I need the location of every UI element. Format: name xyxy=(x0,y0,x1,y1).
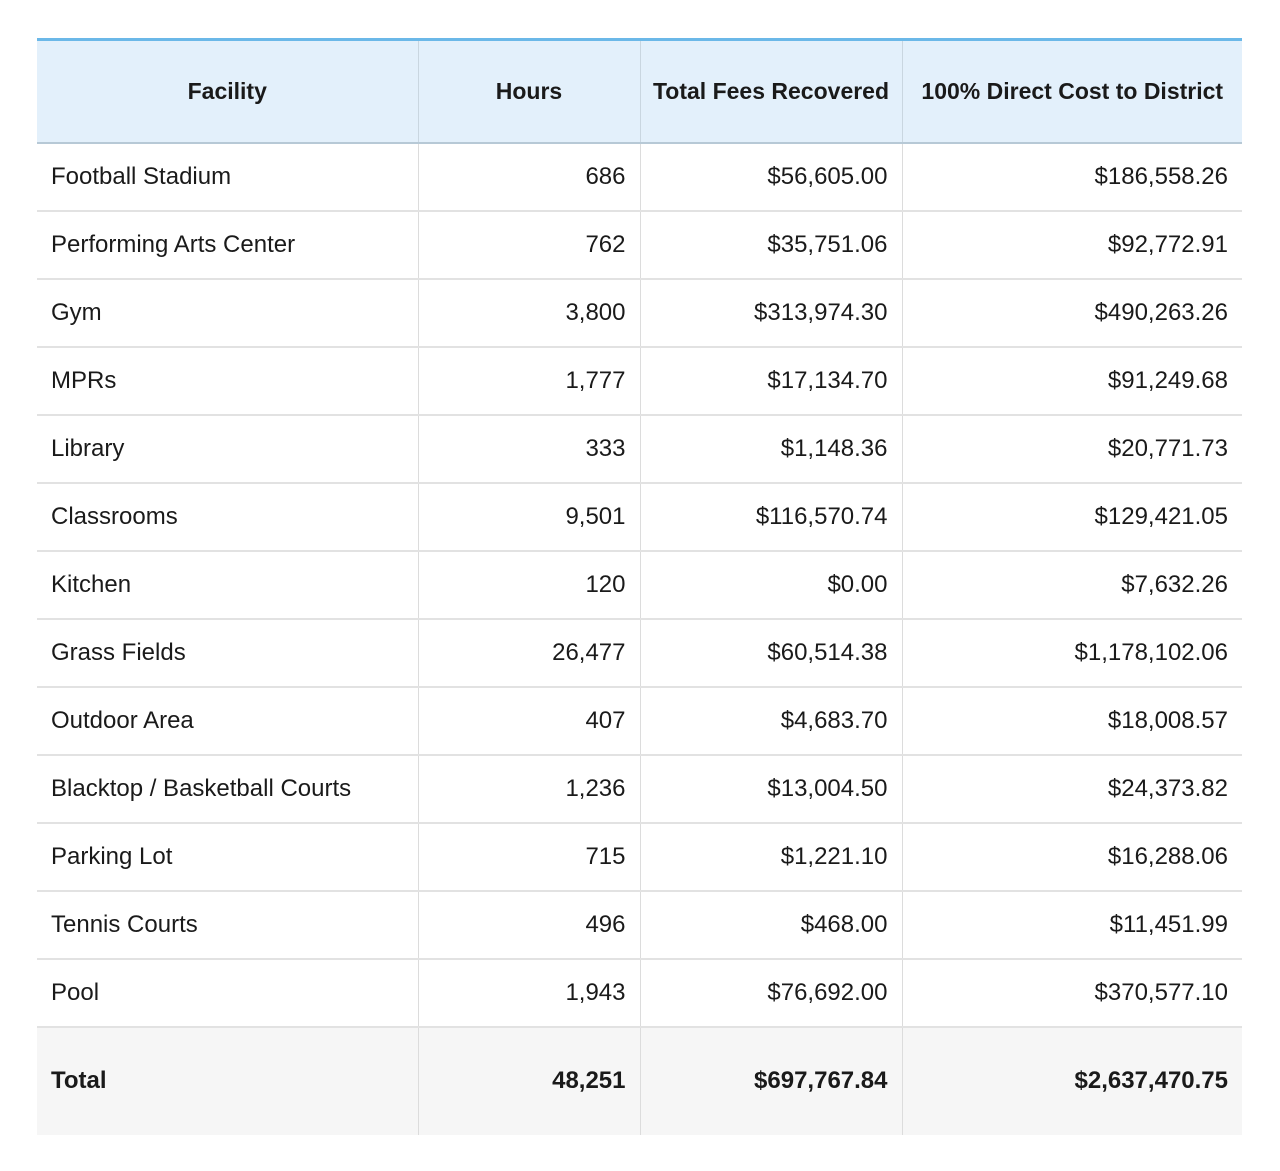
cell-facility: Outdoor Area xyxy=(37,687,418,755)
cell-fees: $313,974.30 xyxy=(640,279,902,347)
cell-cost: $92,772.91 xyxy=(902,211,1242,279)
table-row xyxy=(37,755,1242,823)
cell-facility: Kitchen xyxy=(37,551,418,619)
total-row xyxy=(37,1027,1242,1135)
total-fees: $697,767.84 xyxy=(640,1027,902,1135)
total-cost: $2,637,470.75 xyxy=(902,1027,1242,1135)
table-row xyxy=(37,415,1242,483)
cell-fees: $116,570.74 xyxy=(640,483,902,551)
table-row xyxy=(37,211,1242,279)
table-row xyxy=(37,347,1242,415)
cell-facility: Pool xyxy=(37,959,418,1027)
cell-hours: 407 xyxy=(418,687,640,755)
cell-facility: Library xyxy=(37,415,418,483)
cell-fees: $35,751.06 xyxy=(640,211,902,279)
cell-facility: Grass Fields xyxy=(37,619,418,687)
table-row xyxy=(37,279,1242,347)
cell-hours: 26,477 xyxy=(418,619,640,687)
table-row xyxy=(37,551,1242,619)
table-header xyxy=(37,40,1242,143)
cell-facility: Parking Lot xyxy=(37,823,418,891)
header-row xyxy=(37,40,1242,143)
table-row xyxy=(37,891,1242,959)
cell-cost: $129,421.05 xyxy=(902,483,1242,551)
cell-cost: $1,178,102.06 xyxy=(902,619,1242,687)
cell-hours: 1,236 xyxy=(418,755,640,823)
cell-facility: Gym xyxy=(37,279,418,347)
total-hours: 48,251 xyxy=(418,1027,640,1135)
cell-cost: $11,451.99 xyxy=(902,891,1242,959)
cell-fees: $1,148.36 xyxy=(640,415,902,483)
header-total-fees-recovered: Total Fees Recovered xyxy=(640,40,902,143)
cell-cost: $16,288.06 xyxy=(902,823,1242,891)
table-body xyxy=(37,143,1242,1027)
cell-cost: $18,008.57 xyxy=(902,687,1242,755)
total-label: Total xyxy=(51,1067,107,1094)
cell-cost: $7,632.26 xyxy=(902,551,1242,619)
cell-fees: $60,514.38 xyxy=(640,619,902,687)
cell-fees: $13,004.50 xyxy=(640,755,902,823)
cell-cost: $186,558.26 xyxy=(902,143,1242,211)
cell-hours: 496 xyxy=(418,891,640,959)
cell-fees: $4,683.70 xyxy=(640,687,902,755)
cell-fees: $76,692.00 xyxy=(640,959,902,1027)
facility-cost-table-container xyxy=(37,38,1242,1135)
header-hours: Hours xyxy=(418,40,640,143)
cell-cost: $91,249.68 xyxy=(902,347,1242,415)
header-facility: Facility xyxy=(37,40,418,143)
header-direct-cost: 100% Direct Cost to District xyxy=(902,40,1242,143)
facility-cost-table xyxy=(37,38,1242,1135)
table-footer xyxy=(37,1027,1242,1135)
cell-hours: 686 xyxy=(418,143,640,211)
table-row xyxy=(37,823,1242,891)
cell-fees: $468.00 xyxy=(640,891,902,959)
table-row xyxy=(37,619,1242,687)
cell-hours: 9,501 xyxy=(418,483,640,551)
table-row xyxy=(37,143,1242,211)
cell-cost: $24,373.82 xyxy=(902,755,1242,823)
cell-facility: Performing Arts Center xyxy=(37,211,418,279)
cell-fees: $1,221.10 xyxy=(640,823,902,891)
cell-hours: 333 xyxy=(418,415,640,483)
cell-facility: Football Stadium xyxy=(37,143,418,211)
cell-facility: MPRs xyxy=(37,347,418,415)
cell-fees: $17,134.70 xyxy=(640,347,902,415)
cell-cost: $490,263.26 xyxy=(902,279,1242,347)
table-row xyxy=(37,483,1242,551)
cell-cost: $20,771.73 xyxy=(902,415,1242,483)
table-row xyxy=(37,687,1242,755)
cell-hours: 1,777 xyxy=(418,347,640,415)
cell-facility: Blacktop / Basketball Courts xyxy=(37,755,418,823)
cell-hours: 1,943 xyxy=(418,959,640,1027)
cell-hours: 3,800 xyxy=(418,279,640,347)
cell-fees: $56,605.00 xyxy=(640,143,902,211)
cell-hours: 120 xyxy=(418,551,640,619)
cell-facility: Classrooms xyxy=(37,483,418,551)
cell-hours: 715 xyxy=(418,823,640,891)
cell-fees: $0.00 xyxy=(640,551,902,619)
cell-facility: Tennis Courts xyxy=(37,891,418,959)
cell-cost: $370,577.10 xyxy=(902,959,1242,1027)
table-row xyxy=(37,959,1242,1027)
cell-hours: 762 xyxy=(418,211,640,279)
